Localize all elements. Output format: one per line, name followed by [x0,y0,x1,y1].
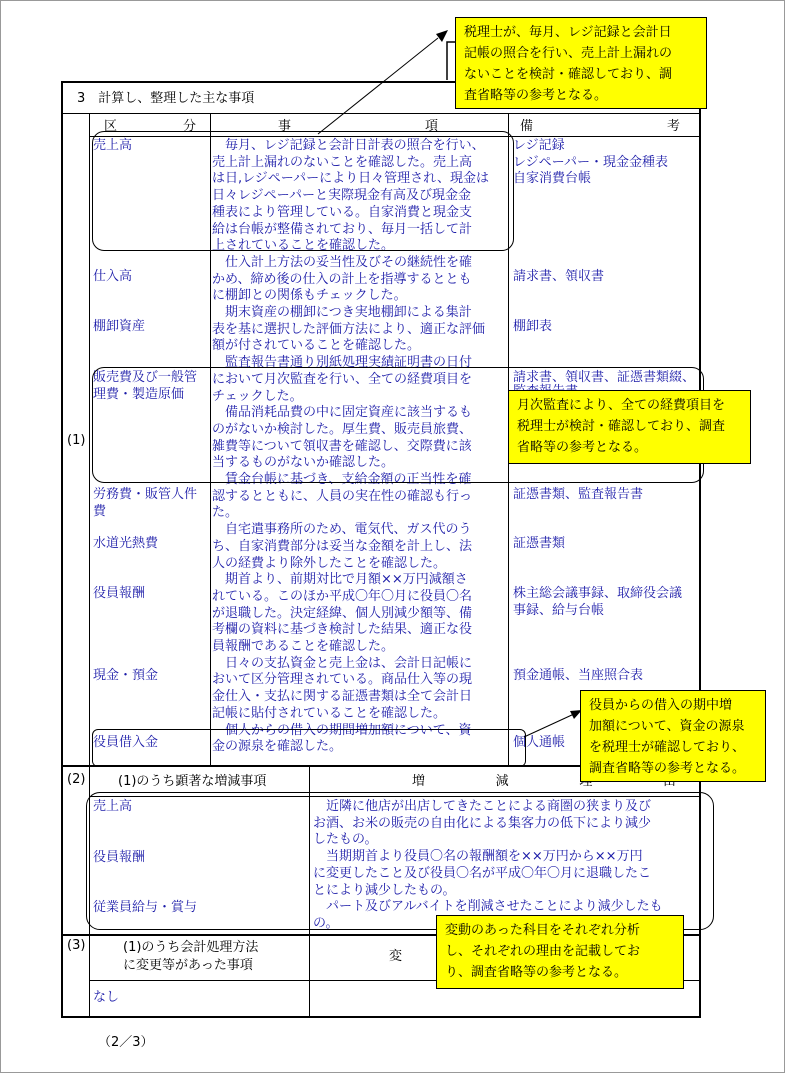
text-line: 記帳に貼付されていることを確認した。 [212,705,447,721]
callout-line: り、調査省略等の参考となる。 [445,965,628,980]
page-number: （2／3） [98,1035,154,1050]
callout-line: 査省略等の参考となる。 [464,88,608,103]
callout-line: 税理士が、毎月、レジ記録と会計日 [464,25,672,40]
text-line: 考欄の資料に基づき検討した結果、適正な役 [212,622,473,638]
text-line: 近隣に他店が出店してきたことによる商圏の狭まり及び [313,799,652,814]
remark: 事録、給与台帳 [513,603,605,618]
remark: 自家消費台帳 [513,171,592,186]
section-title: 3 計算し、整理した主な事項 [77,91,255,106]
callout-line: 加額について、資金の源泉 [589,719,745,734]
remark: 預金通帳、当座照合表 [513,668,644,683]
callout-line: 役員からの借入の期中増 [589,698,733,713]
text-line: おいて区分管理されている。商品仕入等の現 [212,672,473,688]
callout-line: 変動のあった科目をそれぞれ分析 [445,923,640,938]
text-line: のがないか検討した。厚生費、販売員旅費、 [212,421,473,437]
text-line: が退職した。決定経緯、個人別減少額等、備 [212,605,473,621]
remark: 株主総会議事録、取締役会議 [513,586,683,601]
text-line: に棚卸との関係もチェックした。 [212,288,407,304]
callout-line: を税理士が確認しており、 [589,740,746,755]
section3-label: (3) [67,938,86,953]
connector-c3 [524,714,574,737]
callout-changes [436,915,684,989]
text-line: お酒、お米の販売の自由化による集客力の低下により減少 [313,815,652,831]
text-line: パート及びアルバイトを削減させたことにより減少したも [313,899,663,915]
section2-category: 売上高 [93,799,133,814]
text-line: 売上計上漏れのないことを確認した。売上高 [212,154,473,170]
text-line: 当するものがないか確認した。 [212,455,395,471]
category-label: 労務費・販管人件 [93,487,198,502]
text-line: 当期期首より役員〇名の報酬額を××万円から××万円 [313,849,643,865]
header-char: 区 [104,119,118,134]
text-line: したもの。 [313,832,378,848]
category-label: 現金・預金 [93,668,159,683]
section2-label: (2) [67,772,86,787]
text-line: かめ、締め後の仕入の計上を指導するととも [212,271,472,287]
remark: 請求書、領収書 [513,269,605,284]
text-line: ち、自家消費部分は妥当な金額を計上し、法 [212,538,473,554]
callout-loan [580,690,766,782]
text-line: 人の経費より除外したことを確認した。 [212,555,447,571]
text-line: 認するとともに、人員の実在性の確認も行っ [212,488,473,504]
section3-header-right: 変 [389,949,403,964]
category-label: 売上高 [93,138,133,153]
text-line: れている。このほか平成〇年〇月に役員〇名 [212,588,473,604]
category-label: 費 [93,504,107,519]
callout-line: 月次監査により、全ての経費項目を [517,398,726,413]
text-line: 備品消耗品費の中に固定資産に該当するも [212,405,473,421]
text-line: 表を基に選択した評価方法により、適正な評価 [212,321,486,337]
text-line: 員報酬であることを確認した。 [212,639,395,654]
section3-header-left-line1: (1)のうち会計処理方法 [123,940,259,955]
callout-line: 省略等の参考となる。 [517,440,648,455]
text-line: 金仕入・支払に関する証憑書類は全て会計日 [212,689,473,705]
remark: 証憑書類 [513,536,566,551]
section3-header-left-line2: に変更等があった事項 [123,958,253,973]
callout-line: ないことを検討・確認しており、調 [464,67,673,82]
text-line: において月次監査を行い、全ての経費項目を [212,371,473,387]
callout-line: し、それぞれの理由を記載してお [445,944,641,959]
text-line: は日,レジペーパーにより日々管理され、現金は [212,171,489,187]
header-char: 考 [666,119,680,134]
text-line: 自宅遣事務所のため、電気代、ガス代のう [212,522,472,538]
text-line: 仕入計上方法の妥当性及びその継続性を確 [212,254,473,270]
text-line: 給は台帳が整備されており、毎月一括して計 [212,221,473,237]
text-line: 種表により管理している。自家消費と現金支 [212,204,473,220]
remark: 個人通帳 [513,735,566,750]
text-line: 賃金台帳に基づき、支給金額の正当性を確 [212,472,472,487]
header-char: 分 [182,119,196,134]
callout-expenses [508,390,751,464]
section2-category: 従業員給与・賞与 [93,900,198,915]
text-line: 毎月、レジ記録と会計日計表の照合を行い、 [212,138,485,153]
text-line: に変更したこと及び役員〇名が平成〇年〇月に退職したこ [313,865,652,881]
callout-line: 記帳の照合を行い、売上計上漏れの [464,46,673,61]
category-label: 仕入高 [93,269,133,284]
category-label: 水道光熱費 [93,536,159,551]
remark: 証憑書類、監査報告書 [513,487,644,502]
category-label: 販売費及び一般管 [93,370,198,385]
callout-line: 税理士が検討・確認しており、調査 [517,419,726,434]
category-label: 理費・製造原価 [93,387,185,402]
remark: レジペーパー・現金金種表 [513,155,669,170]
text-line: 上されていることを確認した。 [212,238,395,254]
section2-header-left: (1)のうち顕著な増減事項 [118,774,267,789]
section3-value: なし [93,990,120,1005]
callout-line: 調査省略等の参考となる。 [589,761,746,776]
connector-c1-box [447,42,455,80]
header-char: 備 [520,119,534,134]
text-line: 期末資産の棚卸につき実地棚卸による集計 [212,305,472,320]
text-line: チェックした。 [212,388,303,404]
text-line: 雑費等について領収書を確認し、交際費に該 [212,438,472,454]
header-char: 減 [495,774,509,789]
text-line: 金の源泉を確認した。 [212,739,343,755]
remark: 棚卸表 [513,319,553,334]
category-label: 棚卸資産 [93,319,146,334]
text-line: とにより減少したもの。 [313,882,456,898]
text-line: た。 [212,505,239,521]
remark: レジ記録 [513,138,565,153]
connector-c1 [318,38,438,134]
text-line: 日々の支払資金と売上金は、会計日記帳に [212,655,473,671]
text-line: 日々レジペーパーと実際現金有高及び現金金 [212,188,472,204]
section2-category: 役員報酬 [93,850,146,865]
arrowhead-c1 [436,30,448,42]
callout-sales [455,17,707,109]
header-char: 事 [278,119,292,134]
text-line: 額が付されていることを確認した。 [212,338,421,354]
section1-label: (1) [67,433,86,448]
text-line: 個人からの借入の期間増加額について、資 [212,722,472,738]
text-line: の。 [313,915,339,931]
category-label: 役員借入金 [93,735,159,750]
category-label: 役員報酬 [93,586,146,601]
text-line: 監査報告書通り別紙処理実績証明書の日付 [212,355,473,371]
text-line: 期首より、前期対比で月額××万円減額さ [212,572,468,588]
header-char: 増 [412,774,426,789]
remark: 請求書、領収書、証憑書類綴、 [513,370,696,385]
header-char: 項 [424,119,438,134]
